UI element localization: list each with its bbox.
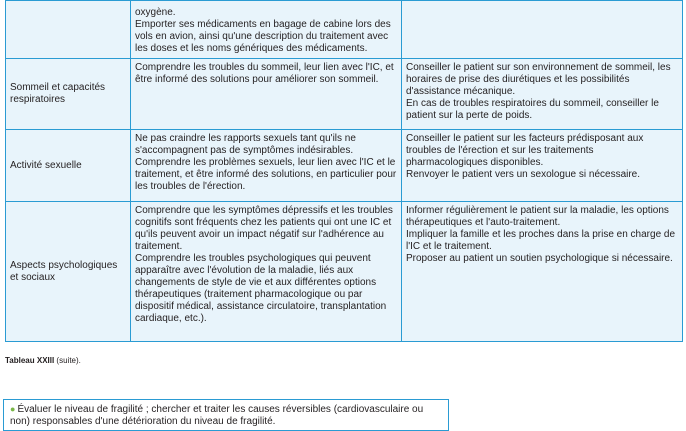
role-cell xyxy=(402,1,683,59)
advice-text: Comprendre que les symptômes dépressifs et les troubles cognitifs sont fréquents chez les patients qui ont une IC et qu'ils peuvent avoir un impact négatif sur l'adhérence au traitement. xyxy=(135,205,393,252)
role-text: Informer régulièrement le patient sur la maladie, les options thérapeutiques et l'auto-traitement. xyxy=(406,205,669,228)
role-text: Conseiller le patient sur son environnement de sommeil, les horaires de prise des diurétiques et les possibilités d'assistance mécanique. xyxy=(406,62,671,97)
table-row xyxy=(6,202,683,342)
topic-cell: Aspects psychologiques et sociaux xyxy=(6,202,131,342)
role-cell xyxy=(402,130,683,202)
recommendation-box xyxy=(3,399,449,431)
role-text: Renvoyer le patient vers un sexologue si nécessaire. xyxy=(406,169,641,180)
caption-suffix: (suite). xyxy=(54,356,81,365)
table-caption xyxy=(5,356,81,365)
advice-text: Ne pas craindre les rapports sexuels tant qu'ils ne s'accompagnent pas de symptômes indésirables. xyxy=(135,133,356,156)
caption-label: Tableau XXIII xyxy=(5,356,55,365)
advice-cell xyxy=(131,1,402,59)
bullet-icon: ● xyxy=(10,404,16,414)
topic-cell xyxy=(6,1,131,59)
role-text: Impliquer la famille et les proches dans la prise en charge de l'IC et le traitement. xyxy=(406,229,676,252)
role-text: Conseiller le patient sur les facteurs prédisposant aux troubles de l'érection et sur les traitements pharmacologiques disponibles. xyxy=(406,133,644,168)
table-row xyxy=(6,59,683,130)
role-text: Proposer au patient un soutien psychologique si nécessaire. xyxy=(406,253,673,264)
advice-cell xyxy=(131,130,402,202)
advice-text: oxygène. xyxy=(135,7,176,18)
advice-text: Emporter ses médicaments en bagage de cabine lors des vols en avion, ainsi qu'une description du traitement avec les doses et les noms génériques des médicaments. xyxy=(135,19,391,54)
education-table xyxy=(5,0,683,342)
advice-cell xyxy=(131,202,402,342)
recommendation-text: Évaluer le niveau de fragilité ; chercher et traiter les causes réversibles (cardiovasculaire ou non) responsables d'une détérioration du niveau de fragilité. xyxy=(10,404,424,427)
topic-cell: Sommeil et capacités respiratoires xyxy=(6,59,131,130)
role-text: En cas de troubles respiratoires du sommeil, conseiller le patient sur la perte de poids. xyxy=(406,98,659,121)
topic-cell: Activité sexuelle xyxy=(6,130,131,202)
advice-cell xyxy=(131,59,402,130)
advice-text: Comprendre les troubles psychologiques qui peuvent apparaître avec l'évolution de la maladie, liés aux changements de style de vie et aux différentes options thérapeutiques (traitement pharmacologique ou par dispositif médical, assistance circulatoire, transplantation cardiaque, etc.). xyxy=(135,253,387,324)
table-row xyxy=(6,130,683,202)
advice-text: Comprendre les troubles du sommeil, leur lien avec l'IC, et être informé des solutions pour améliorer son sommeil. xyxy=(135,62,394,85)
role-cell xyxy=(402,202,683,342)
advice-text: Comprendre les problèmes sexuels, leur lien avec l'IC et le traitement, et être informé des solutions, en particulier pour les troubles de l'érection. xyxy=(135,157,397,192)
table-row xyxy=(6,1,683,59)
role-cell xyxy=(402,59,683,130)
